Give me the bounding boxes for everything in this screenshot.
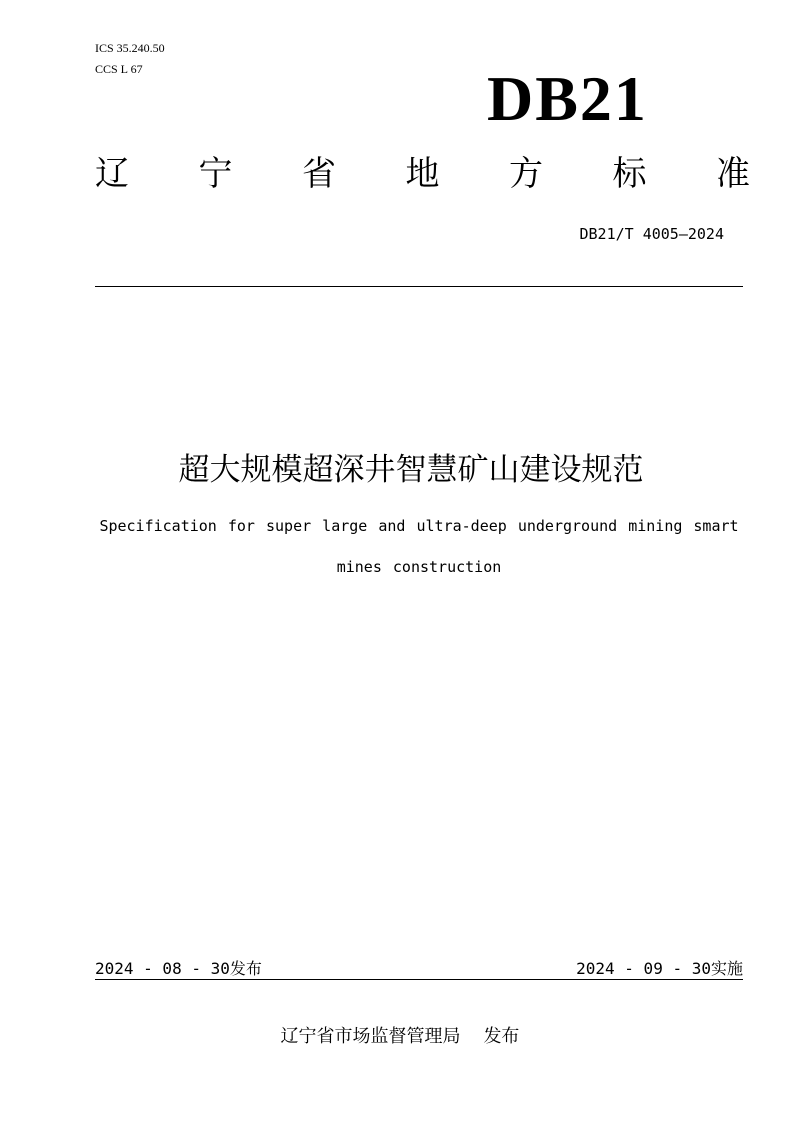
top-divider xyxy=(95,286,743,287)
publisher-line xyxy=(0,1025,800,1049)
standard-type-char: 辽 xyxy=(95,154,129,194)
issue-date-label: 发布 xyxy=(229,959,262,978)
document-title-chinese: 超大规模超深井智慧矿山建设规范 xyxy=(178,452,644,488)
english-title-line-2: mines construction xyxy=(336,558,502,576)
standard-type-char: 宁 xyxy=(198,154,233,194)
implementation-date xyxy=(576,958,743,980)
standard-type-char: 省 xyxy=(302,154,336,194)
ccs-code: CCS L 67 xyxy=(95,62,143,76)
standard-type-heading xyxy=(95,152,750,196)
standard-type-char: 地 xyxy=(405,154,440,194)
standard-type-char: 方 xyxy=(509,154,543,194)
ics-code: ICS 35.240.50 xyxy=(95,41,165,55)
publisher-action: 发布 xyxy=(483,1026,520,1047)
english-title-line-1: Specification for super large and ultra-deep underground mining smart xyxy=(99,517,739,535)
publisher-name: 辽宁省市场监督管理局 xyxy=(280,1026,461,1047)
implementation-date-label: 实施 xyxy=(710,959,743,978)
bottom-divider xyxy=(95,979,743,980)
implementation-date-value: 2024 - 09 - 30 xyxy=(576,959,711,978)
standard-type-char: 标 xyxy=(612,154,647,194)
document-title-english xyxy=(95,506,743,588)
issue-date xyxy=(95,958,262,980)
db21-logo: DB21 xyxy=(487,63,648,134)
issue-date-value: 2024 - 08 - 30 xyxy=(95,959,230,978)
standard-type-char: 准 xyxy=(716,154,750,194)
standard-code: DB21/T 4005—2024 xyxy=(579,225,724,243)
